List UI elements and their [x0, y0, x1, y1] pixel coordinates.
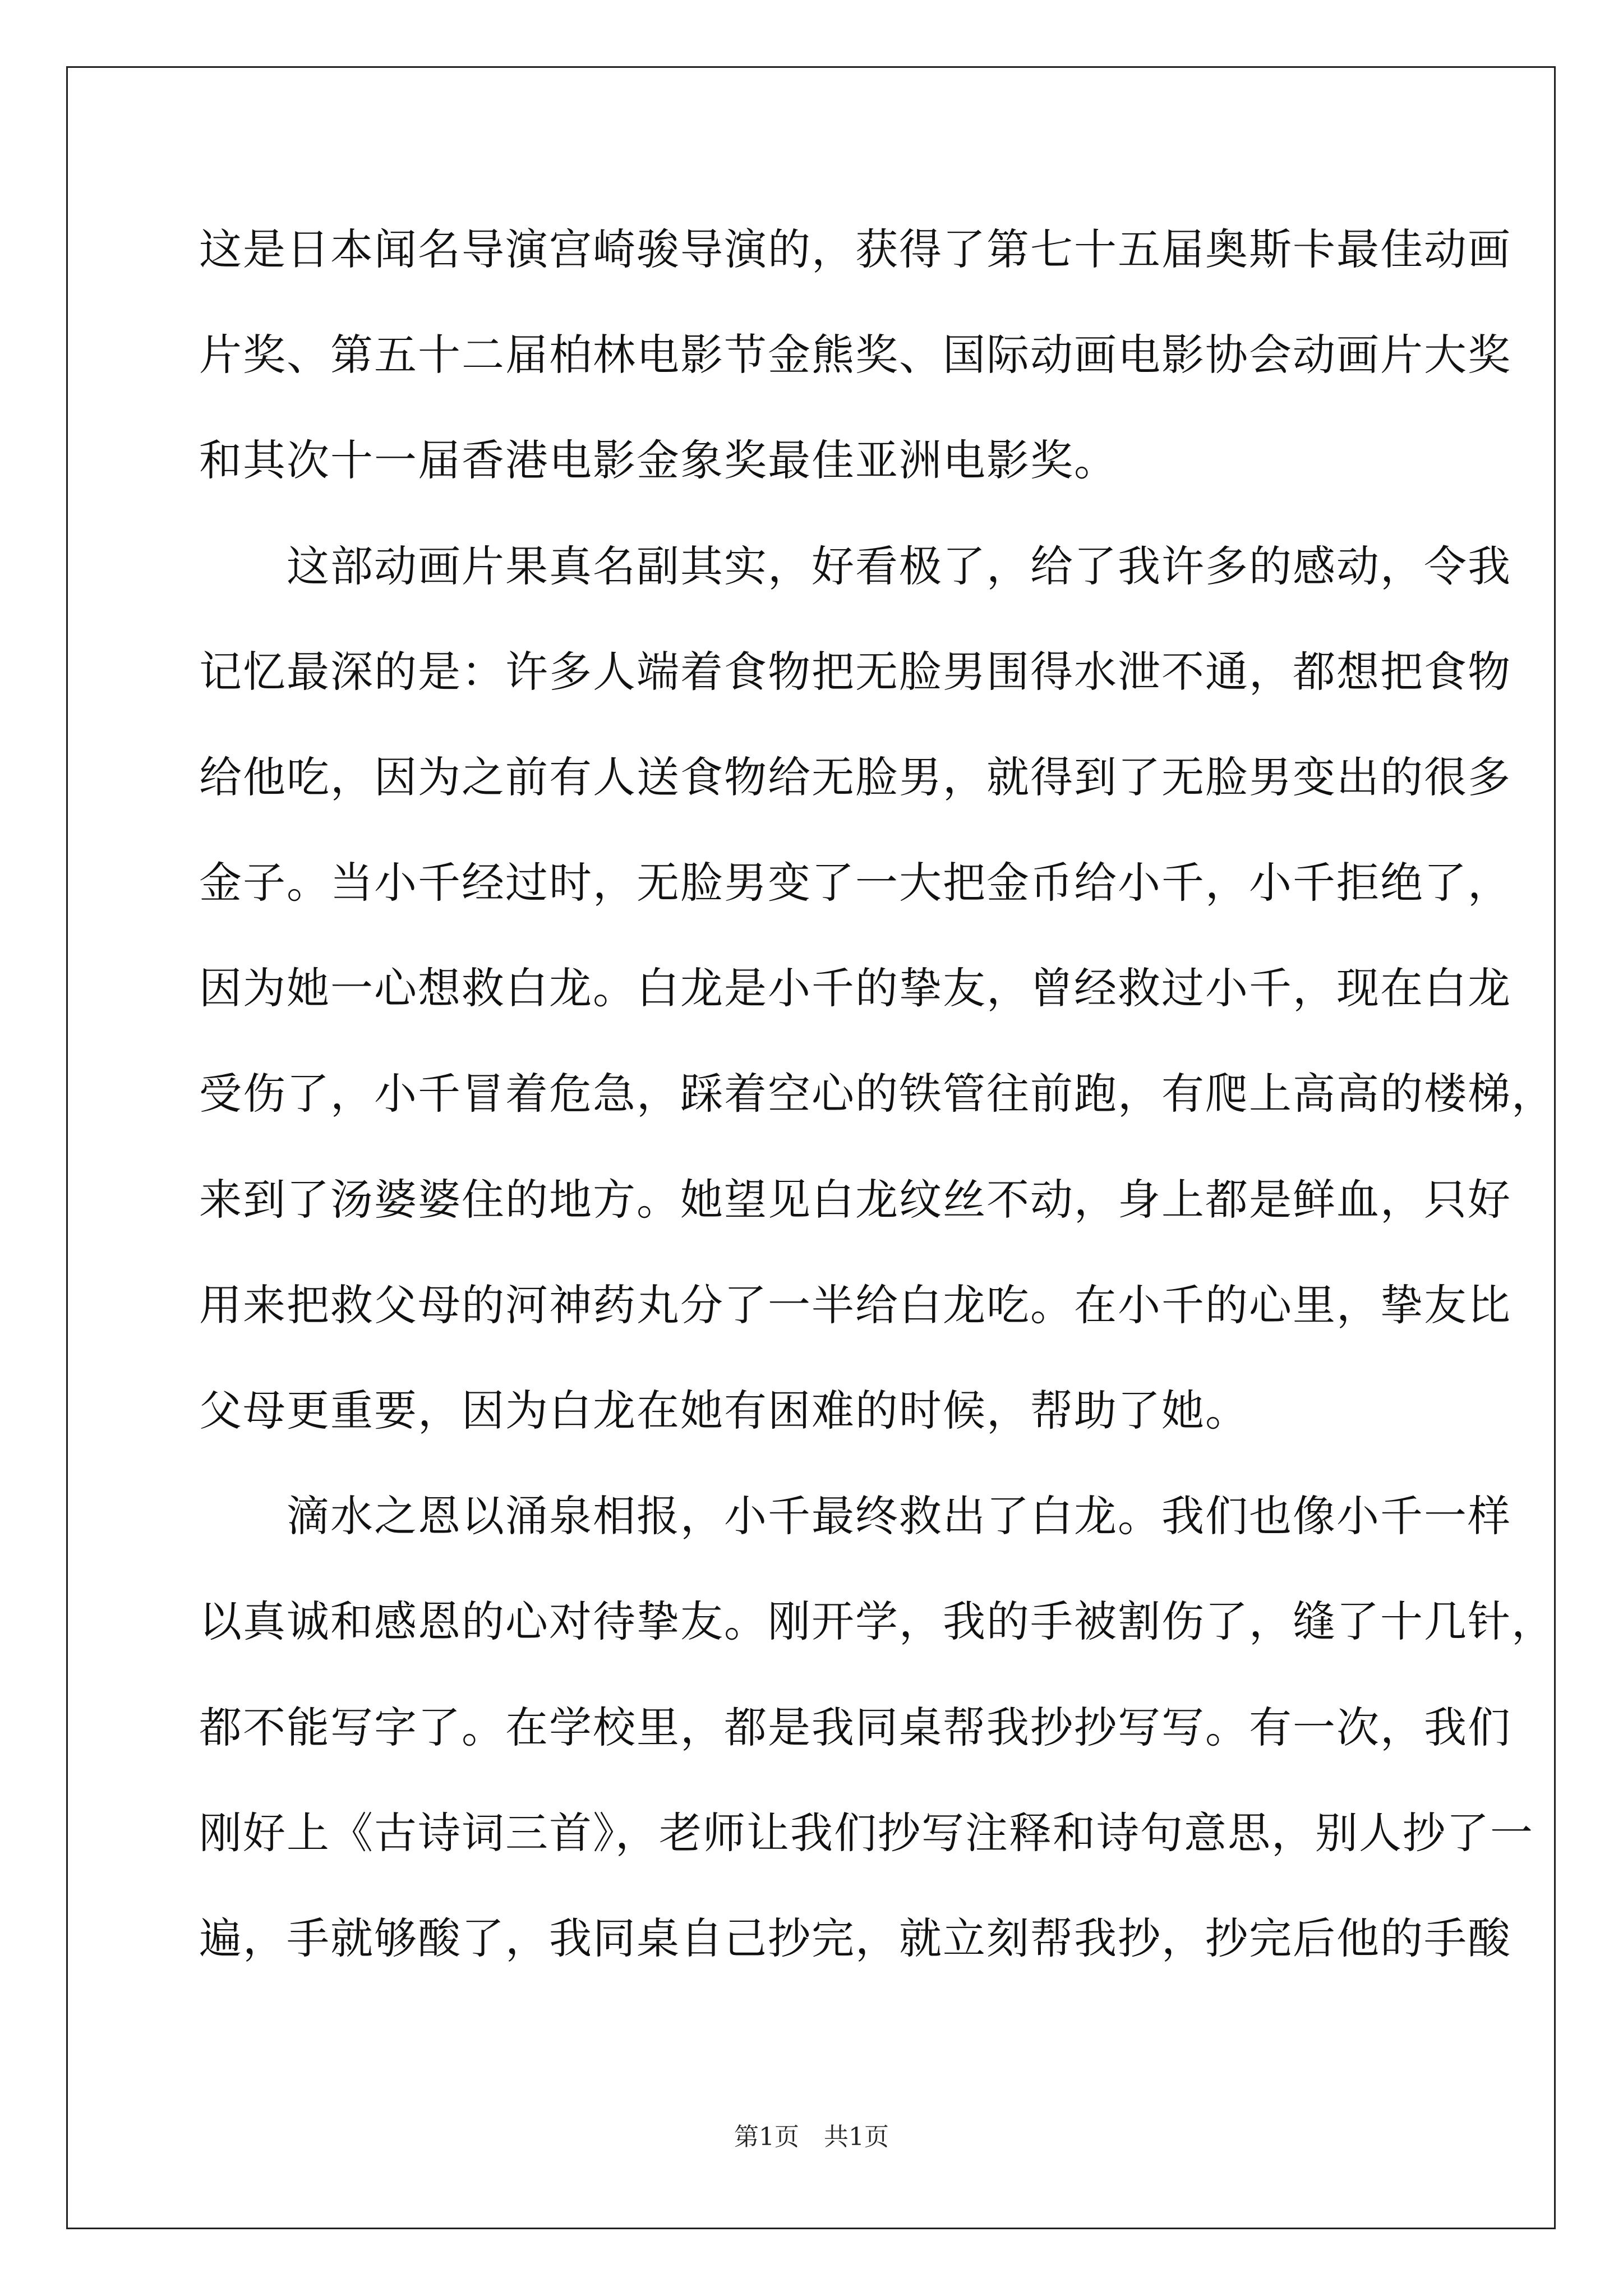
- text-line: 都不能写字了。在学校里，都是我同桌帮我抄抄写写。有一次，我们: [199, 1703, 1511, 1752]
- text-line: 来到了汤婆婆住的地方。她望见白龙纹丝不动，身上都是鲜血，只好: [199, 1175, 1511, 1225]
- text-line: 金子。当小千经过时，无脸男变了一大把金币给小千，小千拒绝了，: [199, 858, 1511, 908]
- text-line: 因为她一心想救白龙。白龙是小千的挚友，曾经救过小千，现在白龙: [199, 963, 1511, 1013]
- text-line: 记忆最深的是：许多人端着食物把无脸男围得水泄不通，都想把食物: [199, 647, 1511, 697]
- text-line: 父母更重要，因为白龙在她有困难的时候，帮助了她。: [199, 1386, 1249, 1435]
- page-border: [66, 66, 1556, 2229]
- text-line: 受伤了，小千冒着危急，踩着空心的铁管往前跑，有爬上高高的楼梯，: [199, 1069, 1555, 1119]
- text-line: 刚好上《古诗词三首》，老师让我们抄写注释和诗句意思，别人抄了一: [199, 1808, 1534, 1858]
- text-line: 这部动画片果真名副其实，好看极了，给了我许多的感动，令我: [199, 541, 1511, 591]
- text-line: 给他吃，因为之前有人送食物给无脸男，就得到了无脸男变出的很多: [199, 752, 1511, 802]
- page-footer: 第1页 共1页: [734, 2123, 889, 2151]
- text-line: 滴水之恩以涌泉相报，小千最终救出了白龙。我们也像小千一样: [199, 1491, 1511, 1541]
- text-line: 以真诚和感恩的心对待挚友。刚开学，我的手被割伤了，缝了十几针，: [199, 1596, 1555, 1646]
- text-line: 遍，手就够酸了，我同桌自己抄完，就立刻帮我抄，抄完后他的手酸: [199, 1913, 1511, 1963]
- text-line: 用来把救父母的河神药丸分了一半给白龙吃。在小千的心里，挚友比: [199, 1280, 1511, 1330]
- text-line: 片奖、第五十二届柏林电影节金熊奖、国际动画电影协会动画片大奖: [199, 330, 1511, 380]
- text-line: 这是日本闻名导演宫崎骏导演的，获得了第七十五届奥斯卡最佳动画: [199, 224, 1511, 274]
- text-line: 和其次十一届香港电影金象奖最佳亚洲电影奖。: [199, 435, 1118, 485]
